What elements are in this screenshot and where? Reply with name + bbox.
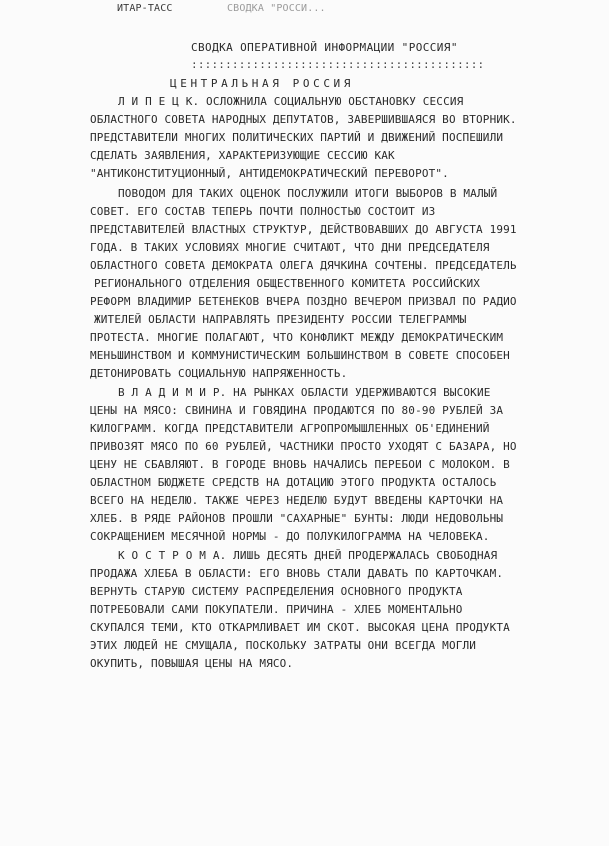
body-line: ПРЕДСТАВИТЕЛЕЙ ВЛАСТНЫХ СТРУКТУР, ДЕЙСТВОВАВШИХ ДО АВГУСТА 1991 — [90, 223, 517, 236]
body-line: ОБЛАСТНОМ БЮДЖЕТЕ СРЕДСТВ НА ДОТАЦИЮ ЭТОГО ПРОДУКТА ОСТАЛОСЬ — [90, 476, 497, 489]
body-line: ОКУПИТЬ, ПОВЫШАЯ ЦЕНЫ НА МЯСО. — [90, 657, 294, 670]
body-line: ЖИТЕЛЕЙ ОБЛАСТИ НАПРАВЛЯТЬ ПРЕЗИДЕНТУ РОССИИ ТЕЛЕГРАММЫ — [94, 313, 467, 326]
agency-header: ИТАР-ТАСС — [117, 3, 173, 14]
body-line: ЭТИХ ЛЮДЕЙ НЕ СМУЩАЛА, ПОСКОЛЬКУ ЗАТРАТЫ ОНИ ВСЕГДА МОГЛИ — [90, 639, 477, 652]
body-line: СКУПАЛСЯ ТЕМИ, КТО ОТКАРМЛИВАЕТ ИМ СКОТ. ВЫСОКАЯ ЦЕНА ПРОДУКТА — [90, 621, 510, 634]
body-line: ПРЕДСТАВИТЕЛИ МНОГИХ ПОЛИТИЧЕСКИХ ПАРТИЙ И ДВИЖЕНИЙ ПОСПЕШИЛИ — [90, 131, 504, 144]
body-line: ГОДА. В ТАКИХ УСЛОВИЯХ МНОГИЕ СЧИТАЮТ, ЧТО ДНИ ПРЕДСЕДАТЕЛЯ — [90, 241, 490, 254]
body-line: МЕНЬШИНСТВОМ И КОММУНИСТИЧЕСКИМ БОЛЬШИНСТВОМ В СОВЕТЕ СПОСОБЕН — [90, 349, 510, 362]
body-line: ПРОТЕСТА. МНОГИЕ ПОЛАГАЮТ, ЧТО КОНФЛИКТ МЕЖДУ ДЕМОКРАТИЧЕСКИМ — [90, 331, 504, 344]
body-line: ЦЕНЫ НА МЯСО: СВИНИНА И ГОВЯДИНА ПРОДАЮТСЯ ПО 80-90 РУБЛЕЙ ЗА — [90, 404, 504, 417]
body-line: ЦЕНУ НЕ СБАВЛЯЮТ. В ГОРОДЕ ВНОВЬ НАЧАЛИСЬ ПЕРЕБОИ С МОЛОКОМ. В — [90, 458, 510, 471]
body-line: ПОВОДОМ ДЛЯ ТАКИХ ОЦЕНОК ПОСЛУЖИЛИ ИТОГИ ВЫБОРОВ В МАЛЫЙ — [118, 187, 498, 200]
body-line: ВЕРНУТЬ СТАРУЮ СИСТЕМУ РАСПРЕДЕЛЕНИЯ ОСНОВНОГО ПРОДУКТА — [90, 585, 463, 598]
body-line: ОБЛАСТНОГО СОВЕТА НАРОДНЫХ ДЕПУТАТОВ, ЗАВЕРШИВШАЯСЯ ВО ВТОРНИК. — [90, 113, 517, 126]
document-title: СВОДКА ОПЕРАТИВНОЙ ИНФОРМАЦИИ "РОССИЯ" — [191, 41, 458, 54]
body-line: Л И П Е Ц К. ОСЛОЖНИЛА СОЦИАЛЬНУЮ ОБСТАНОВКУ СЕССИЯ — [118, 95, 464, 108]
region-heading: ЦЕНТРАЛЬНАЯ РОССИЯ — [170, 77, 355, 90]
body-line: ХЛЕБ. В РЯДЕ РАЙОНОВ ПРОШЛИ "САХАРНЫЕ" БУНТЫ: ЛЮДИ НЕДОВОЛЬНЫ — [90, 512, 504, 525]
body-line: "АНТИКОНСТИТУЦИОННЫЙ, АНТИДЕМОКРАТИЧЕСКИЙ ПЕРЕВОРОТ". — [90, 167, 449, 180]
faded-slug: СВОДКА "РОССИ... — [227, 3, 326, 14]
body-line: ПРИВОЗЯТ МЯСО ПО 60 РУБЛЕЙ, ЧАСТНИКИ ПРОСТО УХОДЯТ С БАЗАРА, НО — [90, 440, 517, 453]
body-line: СОКРАЩЕНИЕМ МЕСЯЧНОЙ НОРМЫ - ДО ПОЛУКИЛОГРАММА НА ЧЕЛОВЕКА. — [90, 530, 490, 543]
body-line: КИЛОГРАММ. КОГДА ПРЕДСТАВИТЕЛИ АГРОПРОМЫШЛЕННЫХ ОБ'ЕДИНЕНИЙ — [90, 422, 490, 435]
body-line: ОБЛАСТНОГО СОВЕТА ДЕМОКРАТА ОЛЕГА ДЯЧКИНА СОЧТЕНЫ. ПРЕДСЕДАТЕЛЬ — [90, 259, 517, 272]
body-line: СДЕЛАТЬ ЗАЯВЛЕНИЯ, ХАРАКТЕРИЗУЮЩИЕ СЕССИЮ КАК — [90, 149, 395, 162]
body-line: К О С Т Р О М А. ЛИШЬ ДЕСЯТЬ ДНЕЙ ПРОДЕРЖАЛАСЬ СВОБОДНАЯ — [118, 549, 498, 562]
body-line: СОВЕТ. ЕГО СОСТАВ ТЕПЕРЬ ПОЧТИ ПОЛНОСТЬЮ СОСТОИТ ИЗ — [90, 205, 436, 218]
body-line: ДЕТОНИРОВАТЬ СОЦИАЛЬНУЮ НАПРЯЖЕННОСТЬ. — [90, 367, 348, 380]
body-line: ПРОДАЖА ХЛЕБА В ОБЛАСТИ: ЕГО ВНОВЬ СТАЛИ ДАВАТЬ ПО КАРТОЧКАМ. — [90, 567, 504, 580]
body-line: В Л А Д И М И Р. НА РЫНКАХ ОБЛАСТИ УДЕРЖИВАЮТСЯ ВЫСОКИЕ — [118, 386, 491, 399]
body-line: ПОТРЕБОВАЛИ САМИ ПОКУПАТЕЛИ. ПРИЧИНА - ХЛЕБ МОМЕНТАЛЬНО — [90, 603, 463, 616]
body-line: РЕФОРМ ВЛАДИМИР БЕТЕНЕКОВ ВЧЕРА ПОЗДНО ВЕЧЕРОМ ПРИЗВАЛ ПО РАДИО — [90, 295, 517, 308]
body-line: ВСЕГО НА НЕДЕЛЮ. ТАКЖЕ ЧЕРЕЗ НЕДЕЛЮ БУДУТ ВВЕДЕНЫ КАРТОЧКИ НА — [90, 494, 504, 507]
title-divider: ::::::::::::::::::::::::::::::::::::::::::: — [191, 58, 485, 71]
body-line: РЕГИОНАЛЬНОГО ОТДЕЛЕНИЯ ОБЩЕСТВЕННОГО КОМИТЕТА РОССИЙСКИХ — [94, 277, 481, 290]
